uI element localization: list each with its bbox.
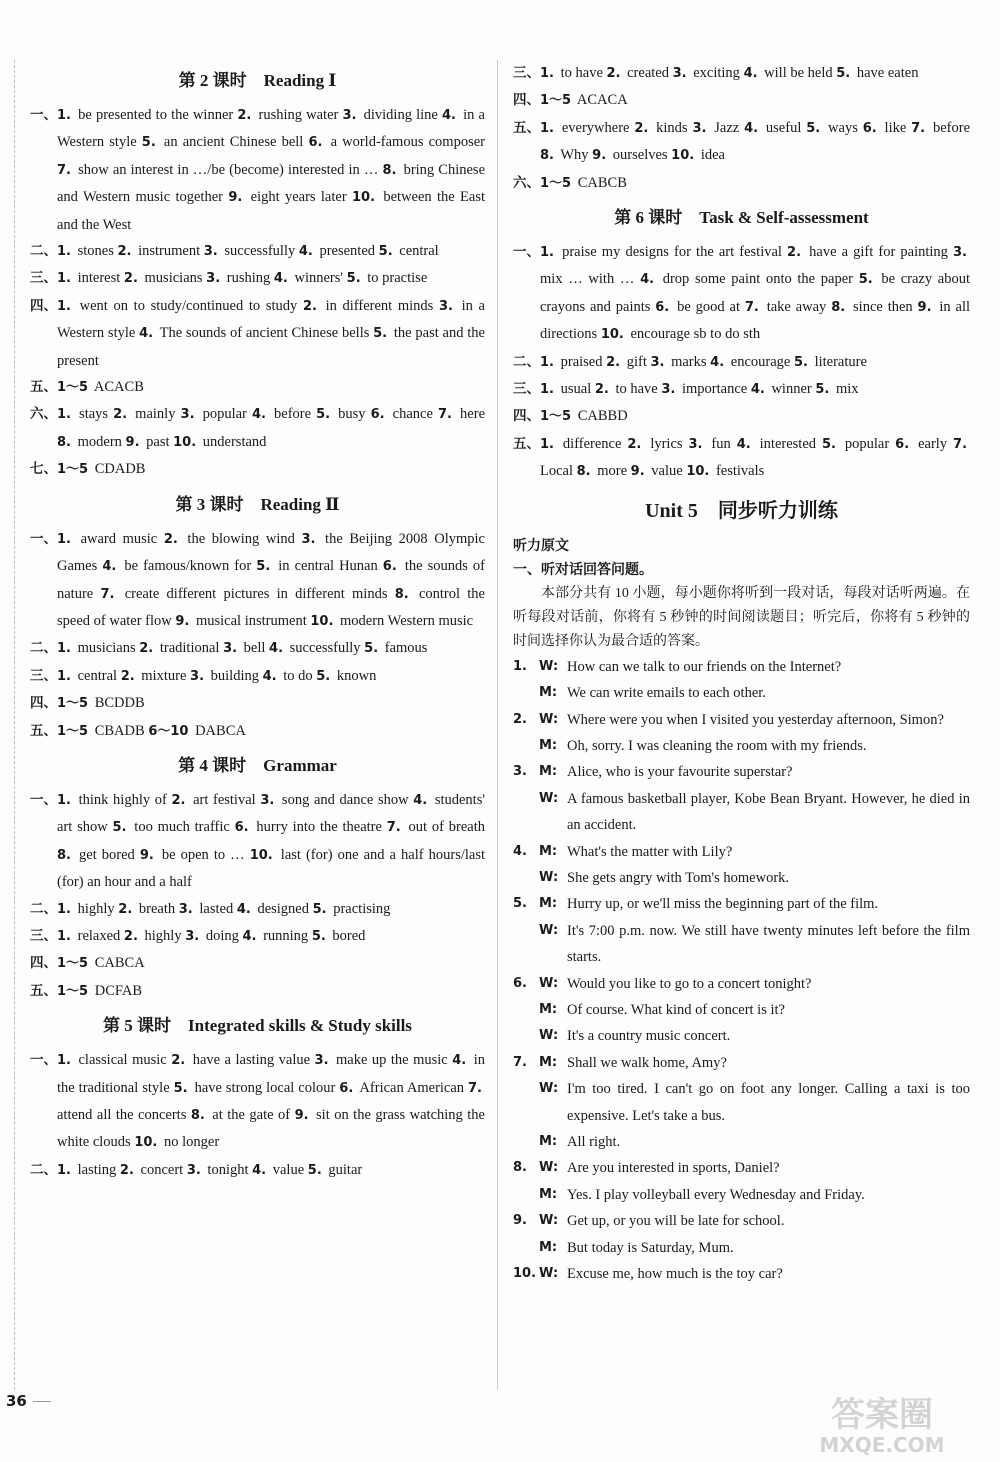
speaker-label: M: [539, 843, 558, 859]
answer-row-label: 一、 [30, 1052, 57, 1069]
part-heading: 一、听对话回答问题。 [513, 561, 653, 578]
dialogue-text: A famous basketball player, Kobe Bean Bryant. However, he died in an accident. [567, 790, 970, 834]
answer-row [30, 1047, 485, 1157]
dialogue-line [513, 1235, 970, 1261]
lesson6-title-cn: 第 6 课时 [614, 208, 683, 228]
dialogue-number [513, 733, 539, 759]
dialogue-text: Where were you when I visited you yesterday afternoon, Simon? [567, 711, 944, 728]
lesson4-title-en: Grammar [263, 755, 337, 775]
lesson2-rows [30, 102, 485, 484]
lesson3-title [30, 492, 485, 518]
answer-row-label: 三、 [30, 270, 57, 287]
speaker-label: W: [539, 1028, 559, 1044]
dialogue-text: We can write emails to each other. [567, 685, 766, 702]
lesson4-title [30, 753, 485, 779]
answer-row-label: 三、 [513, 381, 540, 398]
speaker-label: M: [539, 685, 558, 701]
answer-row-text: 1. be presented to the winner 2. rushing water 3. dividing line 4. in a Western style 5. an ancient Chinese bell 6. a world-famous composer 7. show an interest in …/be (become) interested in … 8. bring Chinese and Western music together 9. eight years later 10. between the East and the West [57, 107, 486, 233]
dialogue-line [513, 707, 970, 733]
answer-row-text: 1. stones 2. instrument 3. successfully 4. presented 5. central [57, 243, 439, 260]
left-margin-line [14, 60, 15, 1390]
answer-row-text: 1. central 2. mixture 3. building 4. to do 5. known [57, 667, 377, 684]
dialogue-number [513, 997, 539, 1023]
answer-row [30, 635, 485, 662]
answer-row-label: 六、 [30, 406, 57, 423]
answer-row [30, 102, 485, 238]
answer-row-label: 一、 [30, 107, 57, 123]
answer-row [513, 376, 970, 403]
answer-row-label: 五、 [30, 722, 57, 739]
dialogue-text: But today is Saturday, Mum. [567, 1239, 734, 1256]
svg-text:答案圈: 答案圈 [831, 1395, 933, 1435]
answer-row [30, 1157, 485, 1184]
answer-row [513, 403, 970, 430]
speaker-label: W: [539, 1160, 559, 1176]
dialogue-number [513, 1023, 539, 1049]
answer-row-text: 1. usual 2. to have 3. importance 4. winner 5. mix [540, 381, 859, 398]
answer-row-label: 四、 [30, 695, 57, 712]
answer-row [30, 526, 485, 636]
lesson3-rows [30, 526, 485, 745]
lesson4-title-cn: 第 4 课时 [178, 755, 247, 775]
speaker-label: W: [539, 975, 559, 991]
lesson3-title-en: Reading Ⅱ [260, 494, 340, 514]
dialogue-number [513, 1182, 539, 1208]
answer-row-label: 四、 [513, 92, 540, 109]
answer-row [30, 374, 485, 401]
answer-row [513, 87, 970, 114]
left-column [30, 60, 485, 1184]
dialogue-number [513, 1129, 539, 1155]
lesson5-title-en: Integrated skills & Study skills [188, 1016, 412, 1036]
lesson5-title [30, 1013, 485, 1039]
answer-row-label: 二、 [30, 640, 57, 657]
answer-row [513, 349, 970, 376]
speaker-label: M: [539, 1134, 558, 1149]
speaker-label: W: [539, 922, 559, 938]
answer-row-label: 一、 [30, 530, 57, 547]
answer-row-text: 1～5 DCFAB [57, 982, 142, 999]
dialogue-number [513, 865, 539, 891]
answer-row [30, 950, 485, 977]
lesson2-title-en: Reading Ⅰ [263, 71, 337, 90]
lesson6-title-en: Task & Self-assessment [699, 208, 869, 228]
answer-row [30, 978, 485, 1005]
answer-row-text: 1. think highly of 2. art festival 3. song and dance show 4. students' art show 5. too much traffic 6. hurry into the theatre 7. out of breath 8. get bored 9. be open to … 10. last (for) one and a half hours/last (for) an hour and a half [57, 791, 485, 891]
dialogue-text: How can we talk to our friends on the Internet? [567, 658, 842, 675]
dialogue-text: Oh, sorry. I was cleaning the room with my friends. [567, 737, 867, 754]
dialogue-line [513, 1023, 970, 1049]
answer-row [30, 401, 485, 456]
dialogue-number: 3. [513, 764, 527, 780]
answer-row-label: 五、 [30, 379, 57, 396]
answer-row-label: 一、 [513, 244, 540, 261]
answer-row-text: 1～5 CDADB [57, 461, 146, 478]
dialogue-text: I'm too tired. I can't go on foot any longer. Calling a taxi is too expensive. Let's take a bus. [567, 1081, 970, 1124]
unit5-title: Unit 5 同步听力训练 [645, 499, 838, 522]
dialogue-list [513, 654, 970, 1288]
listening-intro: 本部分共有 10 小题，每小题你将听到一段对话，每段对话听两遍。在听每段对话前，你将有 5 秒钟的时间阅读题目；听完后，你将有 5 秒钟的时间选择你认为最合适的答案。 [513, 585, 970, 649]
answer-row-text: 1～5 CABCA [57, 955, 145, 972]
answer-row-text: 1～5 BCDDB [57, 695, 145, 712]
lesson5-rows [30, 1047, 485, 1184]
answer-row [513, 431, 970, 486]
answer-row-label: 三、 [30, 667, 57, 684]
dialogue-number: 5. [513, 896, 527, 912]
watermark-logo [782, 1390, 982, 1460]
lesson3-title-cn: 第 3 课时 [175, 494, 244, 514]
dialogue-text: Hurry up, or we'll miss the beginning part of the film. [567, 896, 879, 913]
answer-row-text: 1. interest 2. musicians 3. rushing 4. winners' 5. to practise [57, 270, 428, 287]
column-divider [497, 60, 498, 1390]
answer-row-text: 1. relaxed 2. highly 3. doing 4. running 5. bored [57, 927, 366, 944]
lesson2-title [30, 68, 485, 94]
speaker-label: M: [539, 737, 558, 753]
dialogue-line [513, 786, 970, 839]
answer-row [513, 60, 970, 87]
script-heading: 听力原文 [513, 537, 569, 554]
speaker-label: M: [539, 764, 558, 780]
dialogue-number: 6. [513, 975, 527, 991]
dialogue-line [513, 839, 970, 865]
answer-row [30, 896, 485, 923]
lesson5-cont-rows [513, 60, 970, 197]
answer-row-text: 1. stays 2. mainly 3. popular 4. before 5. busy 6. chance 7. here 8. modern 9. past 10. understand [57, 406, 486, 450]
answer-row [30, 293, 485, 374]
answer-row-text: 1. praise my designs for the art festival 2. have a gift for painting 3. mix … with … 4. drop some paint onto the paper 5. be crazy about crayons and paints 6. be good at 7. take away 8. since then 9. in all directions 10. encourage sb to do sth [540, 244, 971, 343]
answer-row-text: 1. everywhere 2. kinds 3. Jazz 4. useful 5. ways 6. like 7. before 8. Why 9. ourselves 10. idea [540, 119, 971, 164]
answer-row [30, 456, 485, 483]
dialogue-number: 10. [513, 1266, 537, 1282]
answer-row-label: 五、 [30, 982, 57, 999]
speaker-label: W: [539, 1081, 559, 1097]
lesson5-title-cn: 第 5 课时 [103, 1016, 172, 1036]
dialogue-number: 9. [513, 1213, 527, 1229]
answer-row-text: 1. classical music 2. have a lasting value 3. make up the music 4. in the traditional style 5. have strong local colour 6. African American 7. attend all the concerts 8. at the gate of 9. sit on the grass watching the white clouds 10. no longer [57, 1052, 485, 1151]
dialogue-text: Excuse me, how much is the toy car? [567, 1266, 783, 1283]
dialogue-line [513, 891, 970, 917]
answer-row-label: 二、 [30, 243, 57, 260]
answer-row-label: 一、 [30, 791, 57, 808]
answer-row-text: 1～5 ACACB [57, 379, 144, 396]
svg-text:MXQE.COM: MXQE.COM [819, 1433, 945, 1457]
dialogue-text: Of course. What kind of concert is it? [567, 1001, 785, 1018]
dialogue-line [513, 654, 970, 680]
answer-row-text: 1. went on to study/continued to study 2. in different minds 3. in a Western style 4. The sounds of ancient Chinese bells 5. the past and the present [57, 297, 485, 369]
dialogue-line [513, 918, 970, 971]
answer-row-label: 二、 [513, 353, 540, 370]
dialogue-text: What's the matter with Lily? [567, 843, 733, 860]
answer-row-text: 1. to have 2. created 3. exciting 4. will be held 5. have eaten [540, 65, 919, 81]
dialogue-line [513, 1050, 970, 1076]
page-number: 36 [6, 1392, 51, 1410]
dialogue-number: 4. [513, 843, 527, 859]
dialogue-number [513, 680, 539, 706]
answer-row-text: 1. praised 2. gift 3. marks 4. encourage 5. literature [540, 353, 867, 370]
answer-row [30, 787, 485, 896]
dialogue-line [513, 759, 970, 785]
dialogue-text: It's a country music concert. [567, 1028, 731, 1045]
answer-row [513, 170, 970, 197]
answer-row [30, 265, 485, 292]
answer-row-label: 五、 [513, 119, 540, 136]
answer-row [30, 718, 485, 745]
dialogue-text: Yes. I play volleyball every Wednesday and Friday. [567, 1186, 865, 1203]
dialogue-number [513, 786, 539, 839]
right-column [513, 60, 970, 1287]
answer-row-label: 三、 [30, 927, 57, 944]
answer-row-label: 四、 [30, 297, 57, 314]
dialogue-text: She gets angry with Tom's homework. [567, 869, 790, 886]
answer-row-label: 四、 [30, 955, 57, 972]
answer-row-text: 1～5 CABBD [540, 408, 628, 425]
dialogue-line [513, 1129, 970, 1155]
speaker-label: M: [539, 1001, 558, 1017]
dialogue-line [513, 865, 970, 891]
speaker-label: M: [539, 896, 558, 912]
dialogue-line [513, 1261, 970, 1287]
speaker-label: M: [539, 1054, 558, 1070]
speaker-label: M: [539, 1186, 558, 1202]
answer-row-text: 1. highly 2. breath 3. lasted 4. designed 5. practising [57, 900, 391, 917]
dialogue-text: Alice, who is your favourite superstar? [567, 764, 793, 781]
lesson4-rows [30, 787, 485, 1005]
answer-row-text: 1. musicians 2. traditional 3. bell 4. successfully 5. famous [57, 640, 428, 657]
dialogue-text: All right. [567, 1134, 621, 1150]
dialogue-number: 8. [513, 1160, 527, 1176]
answer-row-label: 七、 [30, 461, 57, 478]
dialogue-number: 1. [513, 658, 527, 674]
answer-row-text: 1～5 ACACA [540, 92, 628, 109]
speaker-label: W: [539, 711, 559, 727]
answer-row-text: 1～5 CABCB [540, 174, 627, 191]
dialogue-line [513, 1182, 970, 1208]
answer-row [30, 663, 485, 690]
answer-row-text: 1. difference 2. lyrics 3. fun 4. interested 5. popular 6. early 7. Local 8. more 9. value 10. festivals [540, 435, 968, 480]
dialogue-line [513, 680, 970, 706]
answer-row-label: 五、 [513, 435, 540, 452]
answer-row [30, 923, 485, 950]
dialogue-text: Get up, or you will be late for school. [567, 1213, 785, 1230]
answer-row-label: 六、 [513, 174, 540, 191]
speaker-label: W: [539, 658, 559, 674]
speaker-label: W: [539, 790, 559, 806]
dialogue-text: Are you interested in sports, Daniel? [567, 1160, 780, 1177]
lesson6-rows [513, 239, 970, 486]
answer-row [513, 115, 970, 170]
answer-row [30, 690, 485, 717]
answer-row [30, 238, 485, 265]
speaker-label: W: [539, 1213, 559, 1229]
dialogue-number: 2. [513, 711, 527, 727]
speaker-label: W: [539, 869, 559, 885]
answer-row-label: 二、 [30, 900, 57, 917]
dialogue-number [513, 1235, 539, 1261]
dialogue-number [513, 918, 539, 971]
dialogue-line [513, 1155, 970, 1181]
dialogue-number: 7. [513, 1054, 527, 1070]
dialogue-line [513, 1208, 970, 1234]
lesson6-title [513, 205, 970, 231]
answer-row-label: 四、 [513, 408, 540, 425]
answer-row-text: 1. award music 2. the blowing wind 3. the Beijing 2008 Olympic Games 4. be famous/known for 5. in central Hunan 6. the sounds of nature 7. create different pictures in different minds 8. control the speed of water flow 9. musical instrument 10. modern Western music [57, 530, 485, 629]
dialogue-line [513, 971, 970, 997]
answer-row [513, 239, 970, 349]
dialogue-line [513, 1076, 970, 1129]
lesson2-title-cn: 第 2 课时 [178, 71, 247, 90]
answer-row-text: 1～5 CBADB 6～10 DABCA [57, 722, 246, 739]
answer-row-label: 三、 [513, 65, 540, 81]
answer-row-text: 1. lasting 2. concert 3. tonight 4. value 5. guitar [57, 1161, 363, 1178]
dialogue-text: Shall we walk home, Amy? [567, 1054, 727, 1071]
answer-row-label: 二、 [30, 1161, 57, 1178]
dialogue-text: It's 7:00 p.m. now. We still have twenty minutes left before the film starts. [567, 922, 970, 966]
dialogue-number [513, 1076, 539, 1129]
speaker-label: W: [539, 1266, 559, 1282]
dialogue-line [513, 997, 970, 1023]
speaker-label: M: [539, 1239, 558, 1255]
dialogue-line [513, 733, 970, 759]
dialogue-text: Would you like to go to a concert tonight? [567, 975, 812, 992]
